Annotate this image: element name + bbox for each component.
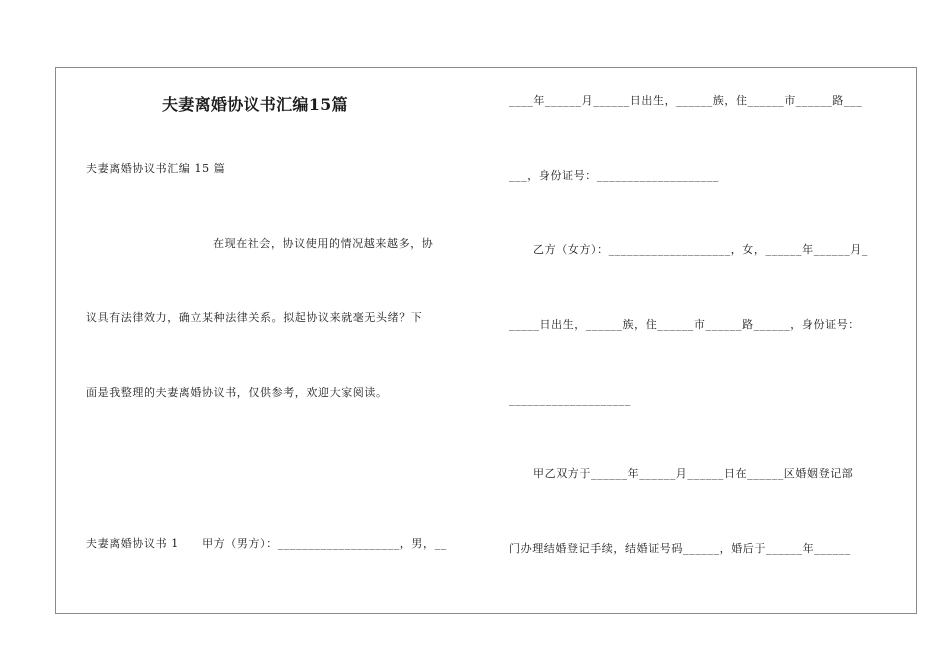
right-line-2: ___，身份证号：____________________ bbox=[509, 169, 719, 182]
intro-line-1: 在现在社会，协议使用的情况越来越多，协 bbox=[213, 237, 434, 250]
right-line-4: _____日出生，______族，住______市______路______，身份证号： bbox=[509, 318, 860, 331]
right-line-5: ____________________ bbox=[509, 393, 631, 406]
intro-line-2: 议具有法律效力，确立某种法律关系。拟起协议来就毫无头绪？下 bbox=[86, 311, 423, 324]
right-line-7: 门办理结婚登记手续，结婚证号码______，婚后于______年______ bbox=[509, 542, 851, 555]
party-b-line: 乙方（女方）：____________________，女，______年______月_ bbox=[533, 243, 868, 256]
document-page bbox=[55, 67, 917, 614]
document-title: 夫妻离婚协议书汇编15篇 bbox=[162, 95, 348, 114]
intro-line-3: 面是我整理的夫妻离婚协议书，仅供参考，欢迎大家阅读。 bbox=[86, 386, 388, 399]
marriage-registration-line: 甲乙双方于______年______月______日在______区婚姻登记部 bbox=[533, 467, 854, 480]
agreement-party-a-line: 夫妻离婚协议书 1 甲方（男方）：____________________，男，__ bbox=[86, 537, 447, 550]
right-line-1: ____年______月______日出生，______族，住______市______路___ bbox=[509, 94, 863, 107]
subtitle: 夫妻离婚协议书汇编 15 篇 bbox=[86, 162, 226, 175]
